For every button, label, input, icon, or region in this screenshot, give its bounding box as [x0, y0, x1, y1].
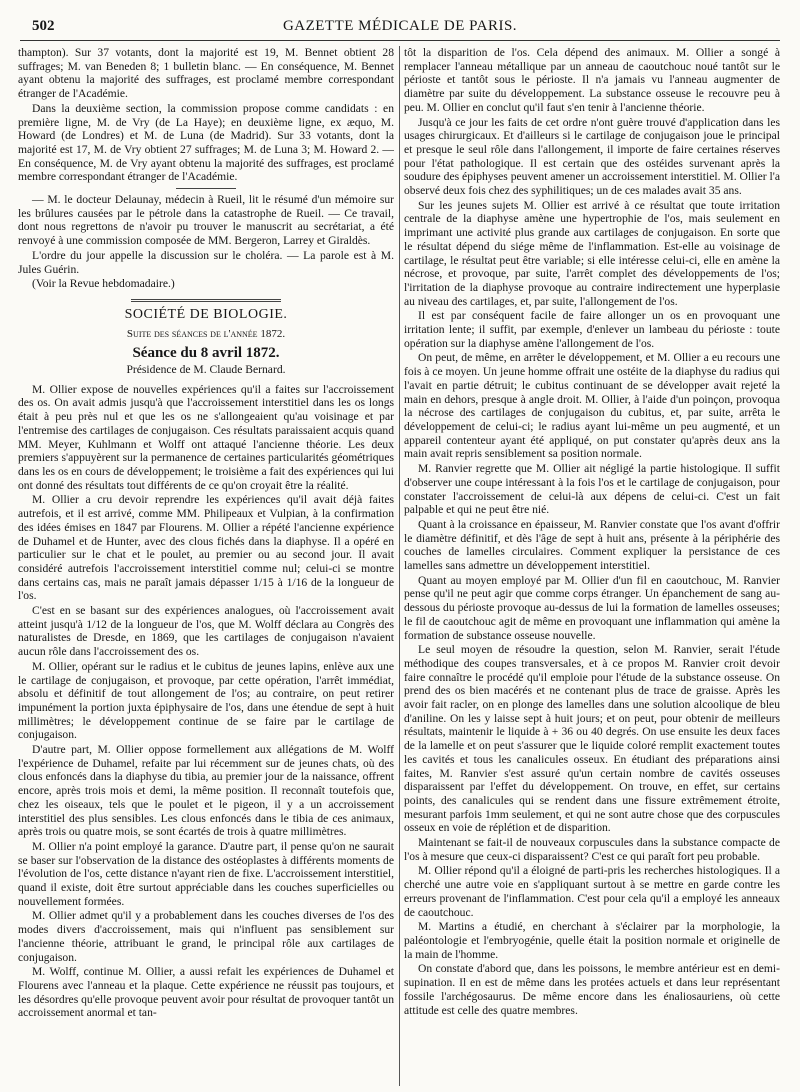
paragraph: Quant au moyen employé par M. Ollier d'un fil en caoutchouc, M. Ranvier pense qu'il ne peut agir que comme corps étranger. Un épanchement de sang au-dessous du périoste provoque au-dessus de lui la formation de lamelles osseuses; le fil de caoutchouc agit de même en provoquant une inflammation qui amène la formation de substance osseuse nouvelle. — [404, 573, 780, 642]
paragraph: C'est en se basant sur des expériences analogues, où l'accroissement avait atteint jusqu'à 1/12 de la longueur de l'os, que M. Wolff déclara au Congrès des naturalistes de Dresde, en 1869, que les cartilages de conjugaison n'avaient aucun rôle dans l'accroissement des os. — [18, 604, 394, 659]
paragraph: M. Ollier répond qu'il a éloigné de parti-pris les recherches histologiques. Il a cherché une autre voie en s'appliquant surtout à se mettre en garde contre les erreurs provenant de l'inflammation. C'est pour cela qu'il a employé les anneaux de caoutchouc. — [404, 864, 780, 919]
paragraph: Maintenant se fait-il de nouveaux corpuscules dans la substance compacte de l'os à mesure que ceux-ci disparaissent? C'est ce qui paraît fort peu probable. — [404, 836, 780, 863]
paragraph: tôt la disparition de l'os. Cela dépend des animaux. M. Ollier a songé à remplacer l'anneau métallique par un anneau de caoutchouc noué tantôt sur le périoste et tantôt sous le périoste. Il n'a jamais vu l'anneau augmenter de diamètre par suite du développement. La substance osseuse le recouvre peu à peu. M. Ollier en conclut qu'il faut s'en tenir à l'ancienne théorie. — [404, 46, 780, 114]
paragraph: M. Ollier, opérant sur le radius et le cubitus de jeunes lapins, enlève aux une le cartilage de conjugaison, et provoque, par cette opération, l'arrêt immédiat, absolu et définitif de tout allongement de l'os; au contraire, on peut retirer impunément la portion juxta épiphysaire de l'os, dans une étendue de sept à huit millimètres; le développement continue de se faire par le cartilage de conjugaison. — [18, 659, 394, 742]
right-column — [404, 46, 780, 1086]
left-column — [18, 46, 394, 1086]
page-number: 502 — [32, 18, 55, 34]
paragraph: (Voir la Revue hebdomadaire.) — [32, 277, 175, 291]
paragraph: — M. le docteur Delaunay, médecin à Rueil, lit le résumé d'un mémoire sur les brûlures causées par le pétrole dans la catastrophe de Rueil. — Ce travail, dont nous regrettons de n'avoir pu trouver le manuscrit au secrétariat, a été renvoyé à une commission composée de MM. Bergeron, Larrey et Giraldès. — [18, 193, 394, 248]
journal-title: GAZETTE MÉDICALE DE PARIS. — [282, 18, 518, 34]
section-subtitle: Suite des séances de l'année 1872. — [126, 327, 286, 340]
paragraph: thampton). Sur 37 votants, dont la majorité est 19, M. Bennet obtient 28 suffrages; M. van Beneden 8; 1 bulletin blanc. — En conséquence, M. Bennet ayant obtenu la majorité des suffrages, est proclamé membre correspondant étranger de l'Académie. — [18, 46, 394, 101]
paragraph: M. Wolff, continue M. Ollier, a aussi refait les expériences de Duhamel et Flourens avec l'anneau et la plaque. Cette expérience ne réussit pas toujours, et les désordres qu'elle provoque peuvent avoir pour résultat de provoquer tantôt un accroissement anormal et tan- — [18, 965, 394, 1020]
paragraph: D'autre part, M. Ollier oppose formellement aux allégations de M. Wolff l'expérience de Duhamel, refaite par lui récemment sur de jeunes chats, où des clous enfoncés dans la diaphyse du tibia, au premier jour de la naissance, offrent encore, après trois mois et demi, la même position. Il reconnaît toutefois que, chez les oiseaux, tels que le poulet et le pigeon, il y a un accroissement interstitiel des plus sensibles. Les clous enfoncés dans le tibia de ces animaux, après trois ou quatre mois, se sont écartés de trois à quatre millimètres. — [18, 743, 394, 839]
separator-rule — [176, 188, 236, 189]
page-header — [20, 14, 780, 41]
paragraph: Il est par conséquent facile de faire allonger un os en provoquant une irritation lente; il suffit, par exemple, d'enlever un lambeau du périoste : toute opération sur la diaphyse amène l'allongement de l'os. — [404, 309, 780, 350]
section-heading — [18, 299, 394, 377]
section-title: SOCIÉTÉ DE BIOLOGIE. — [124, 306, 288, 322]
paragraph: M. Ollier a cru devoir reprendre les expériences qu'il avait déjà faites autrefois, et il est arrivé, comme MM. Philipeaux et Vulpian, à la confirmation des idées émises en 1847 par Flourens. M. Ollier a répété l'ancienne expérience de Duhamel et de Hunter, avec des clous fichés dans la diaphyse. Il a opéré en particulier sur le chat et le poulet, au premier ou au second jour. Il avait considéré autrefois l'accroissement interstitiel comme nul; celui-ci se montre dans certains cas, mais ne paraît jamais dépasser 1/15 à 1/16 de la longueur de l'os. — [18, 493, 394, 603]
paragraph: Quant à la croissance en épaisseur, M. Ranvier constate que l'os avant d'offrir le diamètre définitif, et dès l'âge de sept à huit ans, présente à la périphérie des couches de lamelles circulaires. Comment expliquer la persistance de ces lamelles sans admettre un développement interstitiel. — [404, 517, 780, 573]
paragraph: Jusqu'à ce jour les faits de cet ordre n'ont guère trouvé d'application dans les usages chirurgicaux. Et d'ailleurs si le cartilage de conjugaison joue le principal et presque le seul rôle dans l'allongement, il importe de faire certaines réserves pour l'état pathologique. Il est certain que des ostéides survenant après la soudure des épiphyses peuvent amener un accroissement interstitiel. M. Ollier l'a observé deux fois chez des syphilitiques; un de ces malades avait 35 ans. — [404, 115, 780, 198]
paragraph: On peut, de même, en arrêter le développement, et M. Ollier a eu recours une fois à ce moyen. Un jeune homme offrait une ostéite de la diaphyse du radius qui l'avait en partie détruit; le cubitus continuant de se développer avait rejeté la main en dehors, presque à angle droit. M. Ollier, à l'aide d'un poinçon, provoqua la nécrose des cartilages de conjugaison du cubitus, et, par suite, arrêta le développement de celui-ci; le radius ayant lui-même un peu augmenté, et un appareil contenteur ayant été appliqué, on put constater qu'après deux ans la main avait repris sensiblement sa position normale. — [404, 351, 780, 461]
paragraph: On constate d'abord que, dans les poissons, le membre antérieur est en demi-supination. Il en est de même dans les protées actuels et dans leur représentant fossile l'archégosaurus. De même encore dans les énaliosauriens, où cette attitude est celle des quatre membres. — [404, 962, 780, 1017]
paragraph: M. Ollier expose de nouvelles expériences qu'il a faites sur l'accroissement des os. On avait admis jusqu'à que l'accroissement interstitiel dans les os longs était à peu près nul et que les os ne s'allongeaient qu'au voisinage et par l'entremise des cartilages de conjugaison. Ces résultats paraissaient acquis quand MM. Meyer, Kuhlmann et Wolff ont attaqué l'ancienne théorie. Les deux premiers s'appuyèrent sur la permanence de certaines particularités géométriques dans les os en cours de développement; le troisième a fait des expériences qui lui ont donné des résultats tout différents de ce qu'on croyait être la réalité. — [18, 382, 394, 492]
paragraph: M. Ollier n'a point employé la garance. D'autre part, il pense qu'on ne saurait se baser sur l'observation de la distance des ostéoplastes à différents moments de l'évolution de l'os, cette distance n'ayant rien de fixe. L'accroissement interstitiel, quand il existe, doit être surtout appréciable dans les couches superficielles ou nouvellement formées. — [18, 839, 394, 908]
column-divider — [399, 46, 400, 1086]
paragraph: M. Ollier admet qu'il y a probablement dans les couches diverses de l'os des modes divers d'accroissement, mais qui n'influent pas sensiblement sur l'ancienne théorie, attribuant le grand, le principal rôle aux cartilages de conjugaison. — [18, 909, 394, 964]
paragraph: M. Ranvier regrette que M. Ollier ait négligé la partie histologique. Il suffit d'observer une coupe intéressant à la fois l'os et le cartilage de conjugaison, pour constater l'accroissement de celui-là aux dépens de celui-ci. C'est un fait palpable et qui ne peut être nié. — [404, 462, 780, 517]
presidence-line: Présidence de M. Claude Bernard. — [126, 363, 286, 377]
paragraph: Dans la deuxième section, la commission propose comme candidats : en première ligne, M. de Vry (de La Haye); en deuxième ligne, ex æquo, M. Howard (de Londres) et M. de Luna (de Madrid). Sur 33 votants, dont la majorité est 17, M. de Vry obtient 27 suffrages; M. de Luna 3; M. Howard 2. — En conséquence, M. de Vry ayant obtenu la majorité des suffrages, est proclamé membre correspondant étranger de l'Académie. — [18, 101, 394, 184]
paragraph: L'ordre du jour appelle la discussion sur le choléra. — La parole est à M. Jules Guérin. — [18, 248, 394, 276]
paragraph: Sur les jeunes sujets M. Ollier est arrivé à ce résultat que toute irritation centrale de la diaphyse amène une hypertrophie de l'os, mais seulement en imprimant une activité plus grande aux cartilages de conjugaison. En sorte que le résultat dépend du siége même de l'inflammation. Est-elle au voisinage de cartilage, le résultat peut être variable; si elle intéresse celui-ci, elle en amène la nécrose, et provoque, par suite, l'arrêt complet des développements de l'os; l'irritation de la diaphyse provoque au contraire indirectement une hyperplasie au niveau des cartilages, et, par suite, l'allongement de l'os. — [404, 198, 780, 308]
paragraph: Le seul moyen de résoudre la question, selon M. Ranvier, serait l'étude méthodique des coupes transversales, et à ce propos M. Ranvier croit devoir faire connaître le procédé qu'il emploie pour l'étude de la substance osseuse. On prend des os bien macérés et ne contenant plus de trace de graisse. Après les avoir fait racler, on en plonge des lamelles dans une solution alcoolique de bleu d'aniline. On les y laisse sept à huit jours; et on peut, pour obtenir de meilleurs résultats, maintenir le liquide à + 36 ou 40 degrés. On use ensuite les deux faces de la lamelle et on peut s'assurer que le liquide coloré remplit exactement toutes les cavités et tous les canalicules osseux. En étudiant des préparations ainsi faites, M. Ranvier s'est assuré qu'un certain nombre de cavités osseuses disparaissent par l'effet du développement. On trouve, en effet, sur certains points, des canalicules qui se rendent dans une fissure extrêmement étroite, mesurant parfois 1mm seulement, et qui ne sont autre chose que des corpuscules osseux en voie de réplétion et de disparition. — [404, 643, 780, 835]
session-title: Séance du 8 avril 1872. — [132, 345, 280, 362]
paragraph: M. Martins a étudié, en cherchant à s'éclairer par la morphologie, la paléontologie et l'embryogénie, quelle était la position normale et originelle de la main de l'homme. — [404, 920, 780, 961]
double-rule — [131, 299, 281, 302]
